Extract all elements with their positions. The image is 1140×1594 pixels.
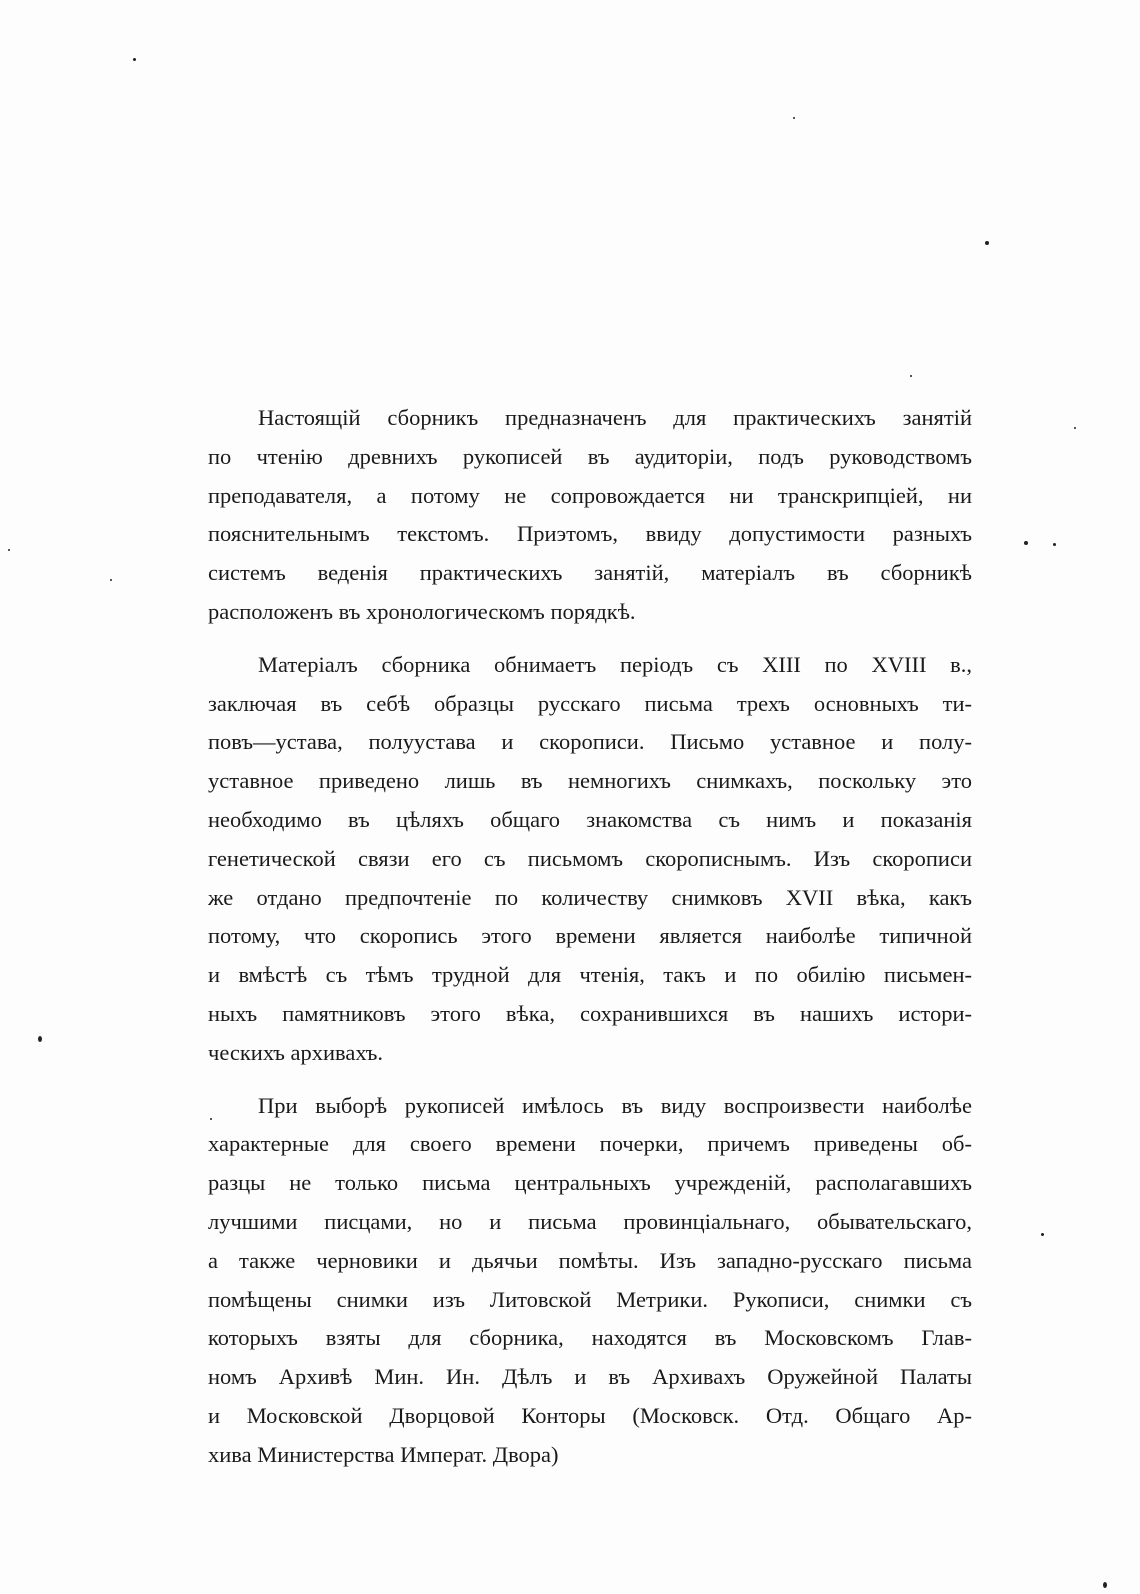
paragraph-2-line-11: ческихъ архивахъ.: [208, 1039, 383, 1065]
scan-speck: [793, 117, 795, 119]
scan-speck: [1024, 541, 1028, 545]
paragraph-3-line-1: При выборѣ рукописей имѣлось въ виду воспроизвести наиболѣе: [258, 1092, 972, 1118]
paragraph-3-line-2: характерные для своего времени почерки, причемъ приведены об-: [208, 1131, 972, 1157]
paragraph-2-line-1: Матеріалъ сборника обнимаетъ періодъ съ XIII по XVIII в.,: [258, 651, 972, 677]
scan-speck: [1074, 427, 1076, 429]
scan-speck: [38, 1036, 42, 1042]
scan-speck: [110, 579, 112, 581]
paragraph-2-line-9: и вмѣстѣ съ тѣмъ трудной для чтенія, такъ и по обилію письмен-: [208, 962, 972, 988]
paragraph-3-line-6: помѣщены снимки изъ Литовской Метрики. Рукописи, снимки съ: [208, 1286, 972, 1312]
scan-speck: [1103, 1582, 1107, 1588]
scan-speck: [133, 58, 136, 61]
scan-speck: [1053, 543, 1056, 546]
paragraph-2-line-7: же отдано предпочтеніе по количеству снимковъ XVII вѣка, какъ: [208, 884, 972, 910]
paragraph-3-line-3: разцы не только письма центральныхъ учрежденій, располагавшихъ: [208, 1170, 972, 1196]
paragraph-2-line-3: повъ—устава, полуустава и скорописи. Письмо уставное и полу-: [208, 729, 972, 755]
paragraph-2-line-6: генетической связи его съ письмомъ скорописнымъ. Изъ скорописи: [208, 845, 972, 871]
paragraph-3-line-9: и Московской Дворцовой Конторы (Московск. Отд. Общаго Ар-: [208, 1402, 972, 1428]
paragraph-2-line-4: уставное приведено лишь въ немногихъ снимкахъ, поскольку это: [208, 768, 972, 794]
paragraph-1-line-2: по чтенію древнихъ рукописей въ аудиторіи, подъ руководствомъ: [208, 443, 972, 469]
paragraph-3-line-4: лучшими писцами, но и письма провинціальнаго, обывательскаго,: [208, 1208, 972, 1234]
scan-speck: [985, 241, 989, 245]
paragraph-2-line-5: необходимо въ цѣляхъ общаго знакомства съ нимъ и показанія: [208, 806, 972, 832]
paragraph-2-line-8: потому, что скоропись этого времени является наиболѣе типичной: [208, 923, 972, 949]
paragraph-gap: [208, 632, 972, 646]
scan-speck: [910, 375, 912, 377]
scan-speck: [210, 1118, 212, 1120]
preface-text: [208, 399, 972, 1475]
paragraph-1-line-1: Настоящій сборникъ предназначенъ для практическихъ занятій: [258, 405, 972, 430]
paragraph-3-line-8: номъ Архивѣ Мин. Ин. Дѣлъ и въ Архивахъ Оружейной Палаты: [208, 1364, 972, 1390]
paragraph-1-line-6: расположенъ въ хронологическомъ порядкѣ.: [208, 598, 636, 624]
paragraph-2-line-2: заключая въ себѣ образцы русскаго письма трехъ основныхъ ти-: [208, 690, 972, 716]
paragraph-3-line-5: а также черновики и дьячьи помѣты. Изъ западно-русскаго письма: [208, 1247, 972, 1273]
paragraph-3-line-10: хива Министерства Императ. Двора): [208, 1441, 559, 1467]
paragraph-2-line-10: ныхъ памятниковъ этого вѣка, сохранившихся въ нашихъ истори-: [208, 1000, 972, 1026]
paragraph-1-line-3: преподавателя, а потому не сопровождается ни транскрипціей, ни: [208, 482, 972, 508]
scan-speck: [1041, 1233, 1044, 1236]
scan-speck: [8, 549, 10, 551]
paragraph-3-line-7: которыхъ взяты для сборника, находятся въ Московскомъ Глав-: [208, 1325, 972, 1351]
paragraph-1-line-4: пояснительнымъ текстомъ. Приэтомъ, ввиду допустимости разныхъ: [208, 521, 972, 547]
paragraph-1-line-5: системъ веденія практическихъ занятій, матеріалъ въ сборникѣ: [208, 560, 972, 586]
paragraph-gap: [208, 1073, 972, 1087]
